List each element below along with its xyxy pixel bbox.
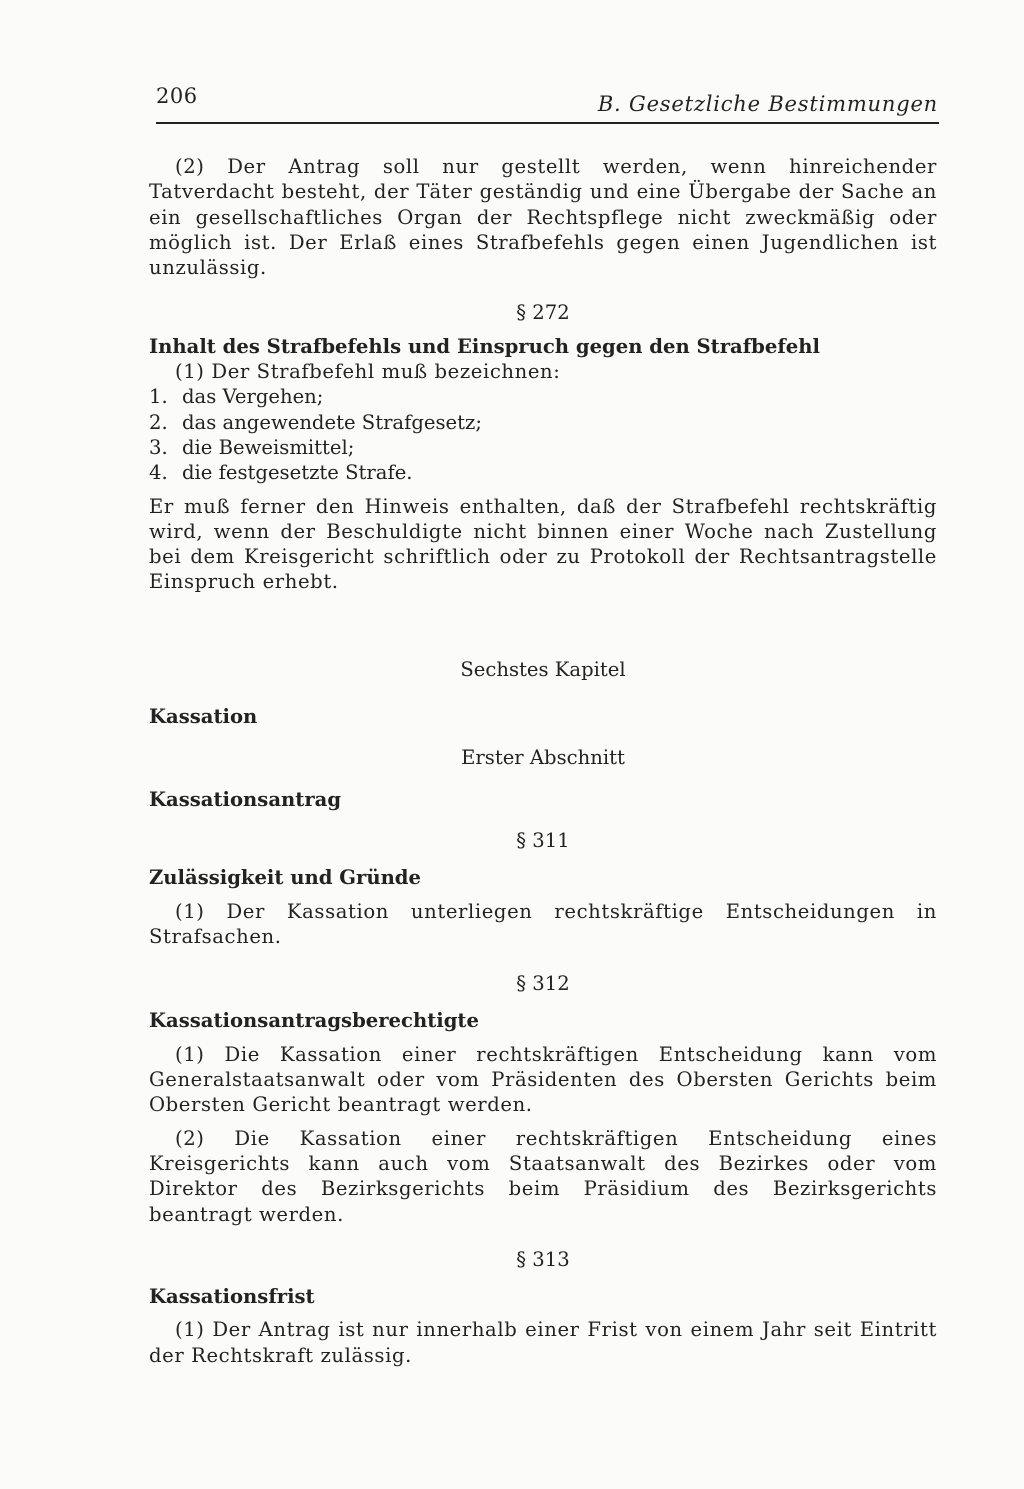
paragraph-271-2: (2) Der Antrag soll nur gestellt werden, wenn hinreichender Tatverdacht besteht, der Täter geständig und eine Übergabe der Sache an ein gesellschaftliches Organ der Rechtspflege nicht zweckmäßig oder möglich ist. Der Erlaß eines Strafbefehls gegen einen Jugendlichen ist unzulässig. — [149, 155, 937, 280]
page-header — [156, 84, 938, 120]
section-title-272: Inhalt des Strafbefehls und Einspruch gegen den Strafbefehl — [149, 334, 820, 358]
list-item — [149, 410, 937, 435]
paragraph-272-continuation: Er muß ferner den Hinweis enthalten, daß der Strafbefehl rechtskräftig wird, wenn der Beschuldigte nicht binnen einer Woche nach Zustellung bei dem Kreisgericht schriftlich oder zu Protokoll der Rechtsantragstelle Einspruch erhebt. — [149, 494, 937, 594]
list-item — [149, 384, 937, 409]
header-rule — [156, 122, 939, 124]
list-item-text: die festgesetzte Strafe. — [182, 461, 413, 485]
section-272-list — [149, 384, 937, 485]
section-number-313: § 313 — [516, 1247, 570, 1271]
list-item — [149, 460, 937, 485]
list-item-number: 1. — [149, 385, 168, 409]
section-number-312: § 312 — [516, 972, 570, 996]
list-item-text: die Beweismittel; — [182, 435, 355, 459]
section-title-313: Kassationsfrist — [149, 1285, 315, 1309]
page-number: 206 — [156, 84, 198, 108]
paragraph-311-1: (1) Der Kassation unterliegen rechtskräftige Entscheidungen in Strafsachen. — [149, 899, 937, 948]
section-number-272: § 272 — [516, 301, 570, 325]
paragraph-312-1: (1) Die Kassation einer rechtskräftigen Entscheidung kann vom Generalstaatsanwalt oder vom Präsidenten des Obersten Gerichts beim Obersten Gericht beantragt werden. — [149, 1042, 937, 1117]
list-item-number: 4. — [149, 461, 168, 485]
section-title-312: Kassationsantragsberechtigte — [149, 1009, 479, 1033]
list-item-text: das angewendete Strafgesetz; — [182, 410, 482, 434]
section-number-311: § 311 — [516, 828, 570, 852]
paragraph-312-2: (2) Die Kassation einer rechtskräftigen Entscheidung eines Kreisgerichts kann auch vom Staatsanwalt des Bezirkes oder vom Direktor des Bezirksgerichts beim Präsidium des Bezirksgerichts beantragt werden. — [149, 1126, 937, 1226]
list-item-text: das Vergehen; — [182, 385, 324, 409]
section-label: Erster Abschnitt — [461, 746, 625, 770]
paragraph-272-1: (1) Der Strafbefehl muß bezeichnen: — [175, 360, 561, 384]
list-item-number: 2. — [149, 410, 168, 434]
paragraph-313-1: (1) Der Antrag ist nur innerhalb einer Frist von einem Jahr seit Eintritt der Rechtskraft zulässig. — [149, 1318, 937, 1367]
section-title-311: Zulässigkeit und Gründe — [149, 866, 421, 890]
page-body — [149, 154, 937, 1368]
chapter-label: Sechstes Kapitel — [460, 657, 626, 681]
section-heading: Kassationsantrag — [149, 787, 342, 811]
running-head: B. Gesetzliche Bestimmungen — [597, 92, 938, 116]
list-item-number: 3. — [149, 435, 168, 459]
list-item — [149, 435, 937, 460]
chapter-title: Kassation — [149, 705, 258, 729]
